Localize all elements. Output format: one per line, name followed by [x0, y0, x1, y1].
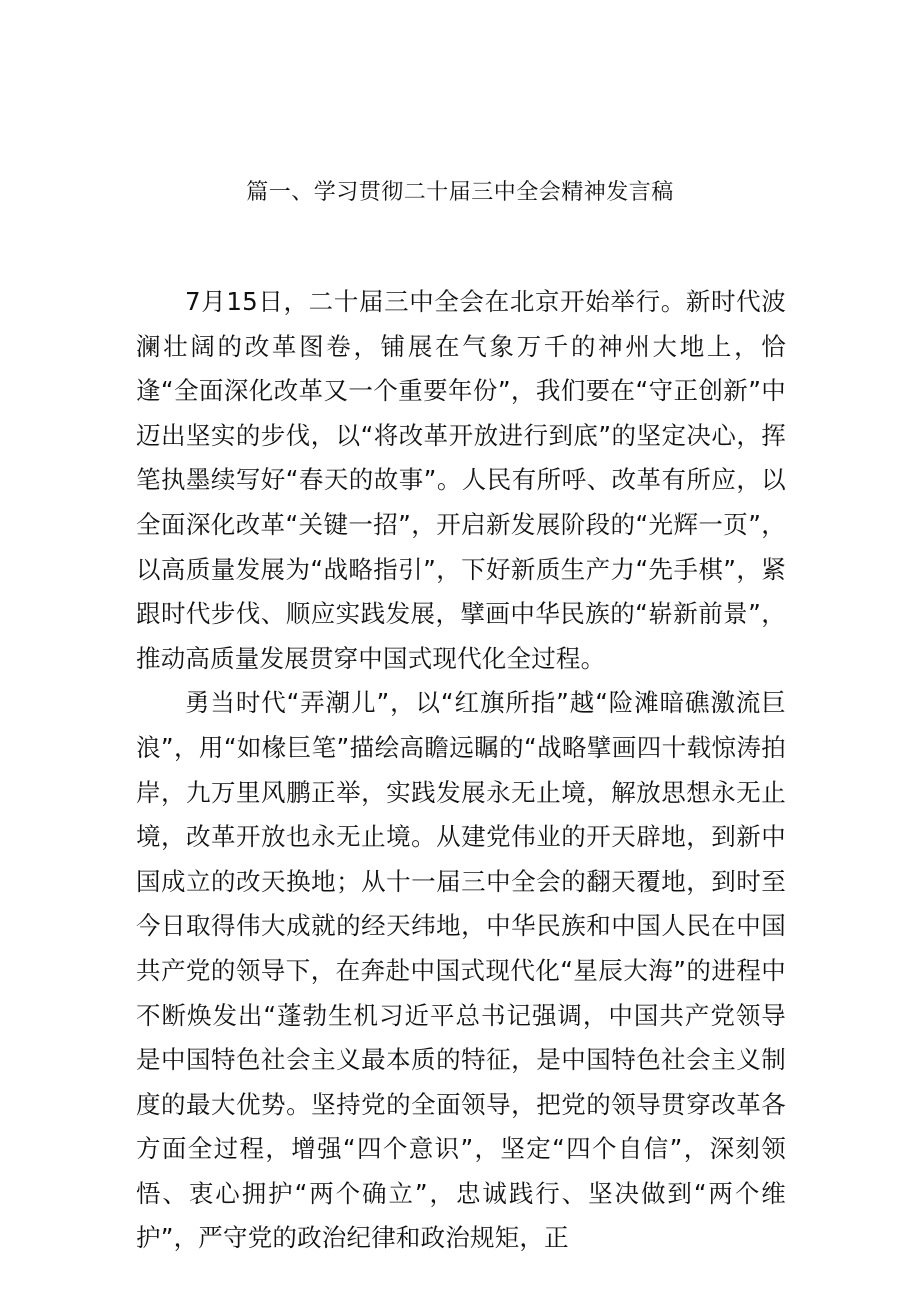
paragraph-1: 7月15日，二十届三中全会在北京开始举行。新时代波澜壮阔的改革图卷，铺展在气象万千的神州大地上，恰逢“全面深化改革又一个重要年份”，我们要在“守正创新”中迈出坚实的步伐，以“将改革开放进行到底”的坚定决心，挥笔执墨续写好“春天的故事”。人民有所呼、改革有所应，以全面深化改革“关键一招”，开启新发展阶段的“光辉一页”，以高质量发展为“战略指引”，下好新质生产力“先手棋”，紧跟时代步伐、顺应实践发展，擘画中华民族的“崭新前景”，推动高质量发展贯穿中国式现代化全过程。 — [136, 287, 786, 673]
document-title: 篇一、学习贯彻二十届三中全会精神发言稿 — [246, 180, 674, 205]
document-body — [136, 280, 786, 1261]
paragraph-2: 勇当时代“弄潮儿”，以“红旗所指”越“险滩暗礁激流巨浪”，用“如椽巨笔”描绘高瞻远瞩的“战略擘画四十载惊涛拍岸，九万里风鹏正举，实践发展永无止境，解放思想永无止境，改革开放也永无止境。从建党伟业的开天辟地，到新中国成立的改天换地；从十一届三中全会的翻天覆地，到时至今日取得伟大成就的经天纬地，中华民族和中国人民在中国共产党的领导下，在奔赴中国式现代化“星辰大海”的进程中不断焕发出“蓬勃生机习近平总书记强调，中国共产党领导是中国特色社会主义最本质的特征，是中国特色社会主义制度的最大优势。坚持党的全面领导，把党的领导贯穿改革各方面全过程，增强“四个意识”，坚定“四个自信”，深刻领悟、衷心拥护“两个确立”，忠诚践行、坚决做到“两个维护”，严守党的政治纪律和政治规矩，正 — [136, 688, 786, 1253]
